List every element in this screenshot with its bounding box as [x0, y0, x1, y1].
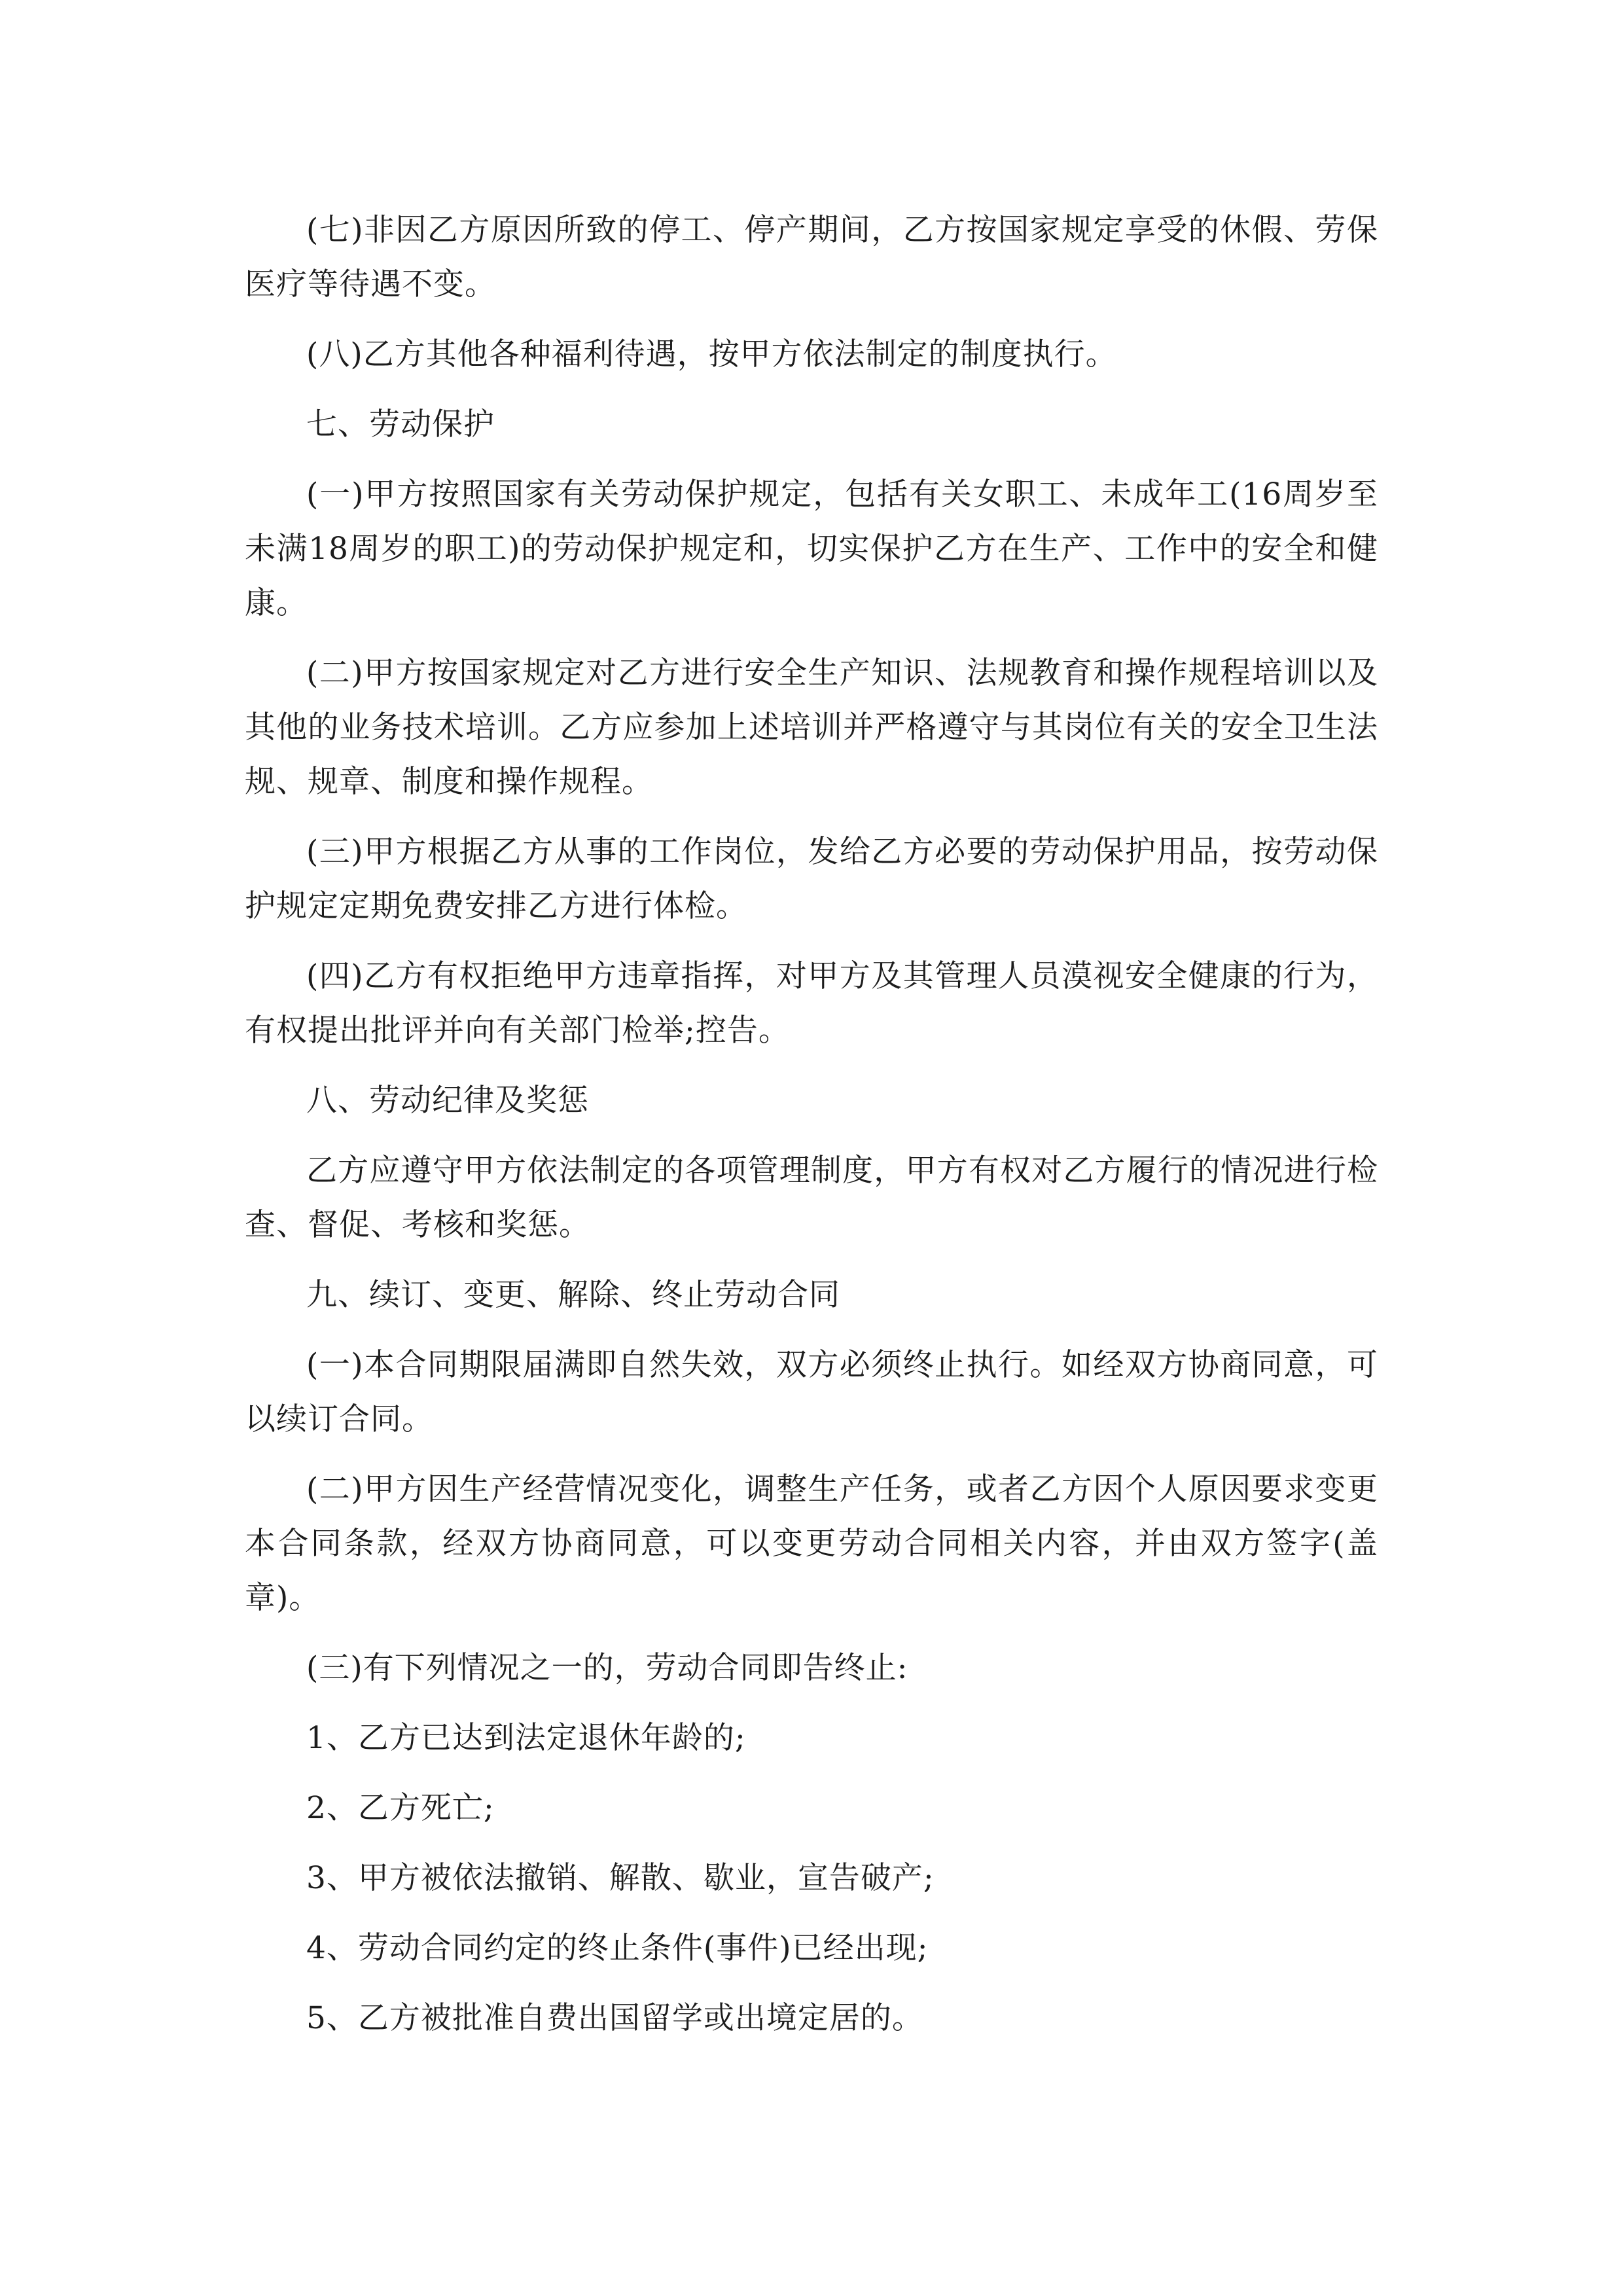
list-item-3: 3、甲方被依法撤销、解散、歇业，宣告破产;: [306, 1860, 935, 1896]
paragraph-contract-3: (三)有下列情况之一的，劳动合同即告终止:: [306, 1650, 908, 1686]
section-heading-discipline: 八、劳动纪律及奖惩: [306, 1083, 589, 1119]
section-heading-contract-changes: 九、续订、变更、解除、终止劳动合同: [306, 1277, 840, 1313]
list-item-1: 1、乙方已达到法定退休年龄的;: [306, 1720, 746, 1756]
paragraph-protection-1: (一)甲方按照国家有关劳动保护规定，包括有关女职工、未成年工(16周岁至未满18周岁的职工)的劳动保护规定和，切实保护乙方在生产、工作中的安全和健康。: [245, 476, 1378, 621]
list-item-4: 4、劳动合同约定的终止条件(事件)已经出现;: [306, 1930, 929, 1966]
paragraph-contract-2: (二)甲方因生产经营情况变化，调整生产任务，或者乙方因个人原因要求变更本合同条款，经双方协商同意，可以变更劳动合同相关内容，并由双方签字(盖章)。: [245, 1471, 1378, 1616]
paragraph-contract-1: (一)本合同期限届满即自然失效，双方必须终止执行。如经双方协商同意，可以续订合同。: [245, 1347, 1378, 1437]
list-item-5: 5、乙方被批准自费出国留学或出境定居的。: [306, 2000, 923, 2036]
paragraph-protection-3: (三)甲方根据乙方从事的工作岗位，发给乙方必要的劳动保护用品，按劳动保护规定定期免费安排乙方进行体检。: [245, 834, 1378, 924]
paragraph-protection-4: (四)乙方有权拒绝甲方违章指挥，对甲方及其管理人员漠视安全健康的行为，有权提出批评并向有关部门检举;控告。: [245, 958, 1378, 1049]
section-heading-labor-protection: 七、劳动保护: [306, 406, 495, 442]
paragraph-7-leave: (七)非因乙方原因所致的停工、停产期间，乙方按国家规定享受的休假、劳保医疗等待遇不变。: [245, 212, 1378, 302]
paragraph-discipline: 乙方应遵守甲方依法制定的各项管理制度，甲方有权对乙方履行的情况进行检查、督促、考核和奖惩。: [245, 1153, 1378, 1243]
document-body: [245, 203, 1378, 2061]
list-item-2: 2、乙方死亡;: [306, 1790, 495, 1826]
paragraph-protection-2: (二)甲方按国家规定对乙方进行安全生产知识、法规教育和操作规程培训以及其他的业务技术培训。乙方应参加上述培训并严格遵守与其岗位有关的安全卫生法规、规章、制度和操作规程。: [245, 655, 1378, 800]
paragraph-8-welfare: (八)乙方其他各种福利待遇，按甲方依法制定的制度执行。: [306, 336, 1117, 372]
